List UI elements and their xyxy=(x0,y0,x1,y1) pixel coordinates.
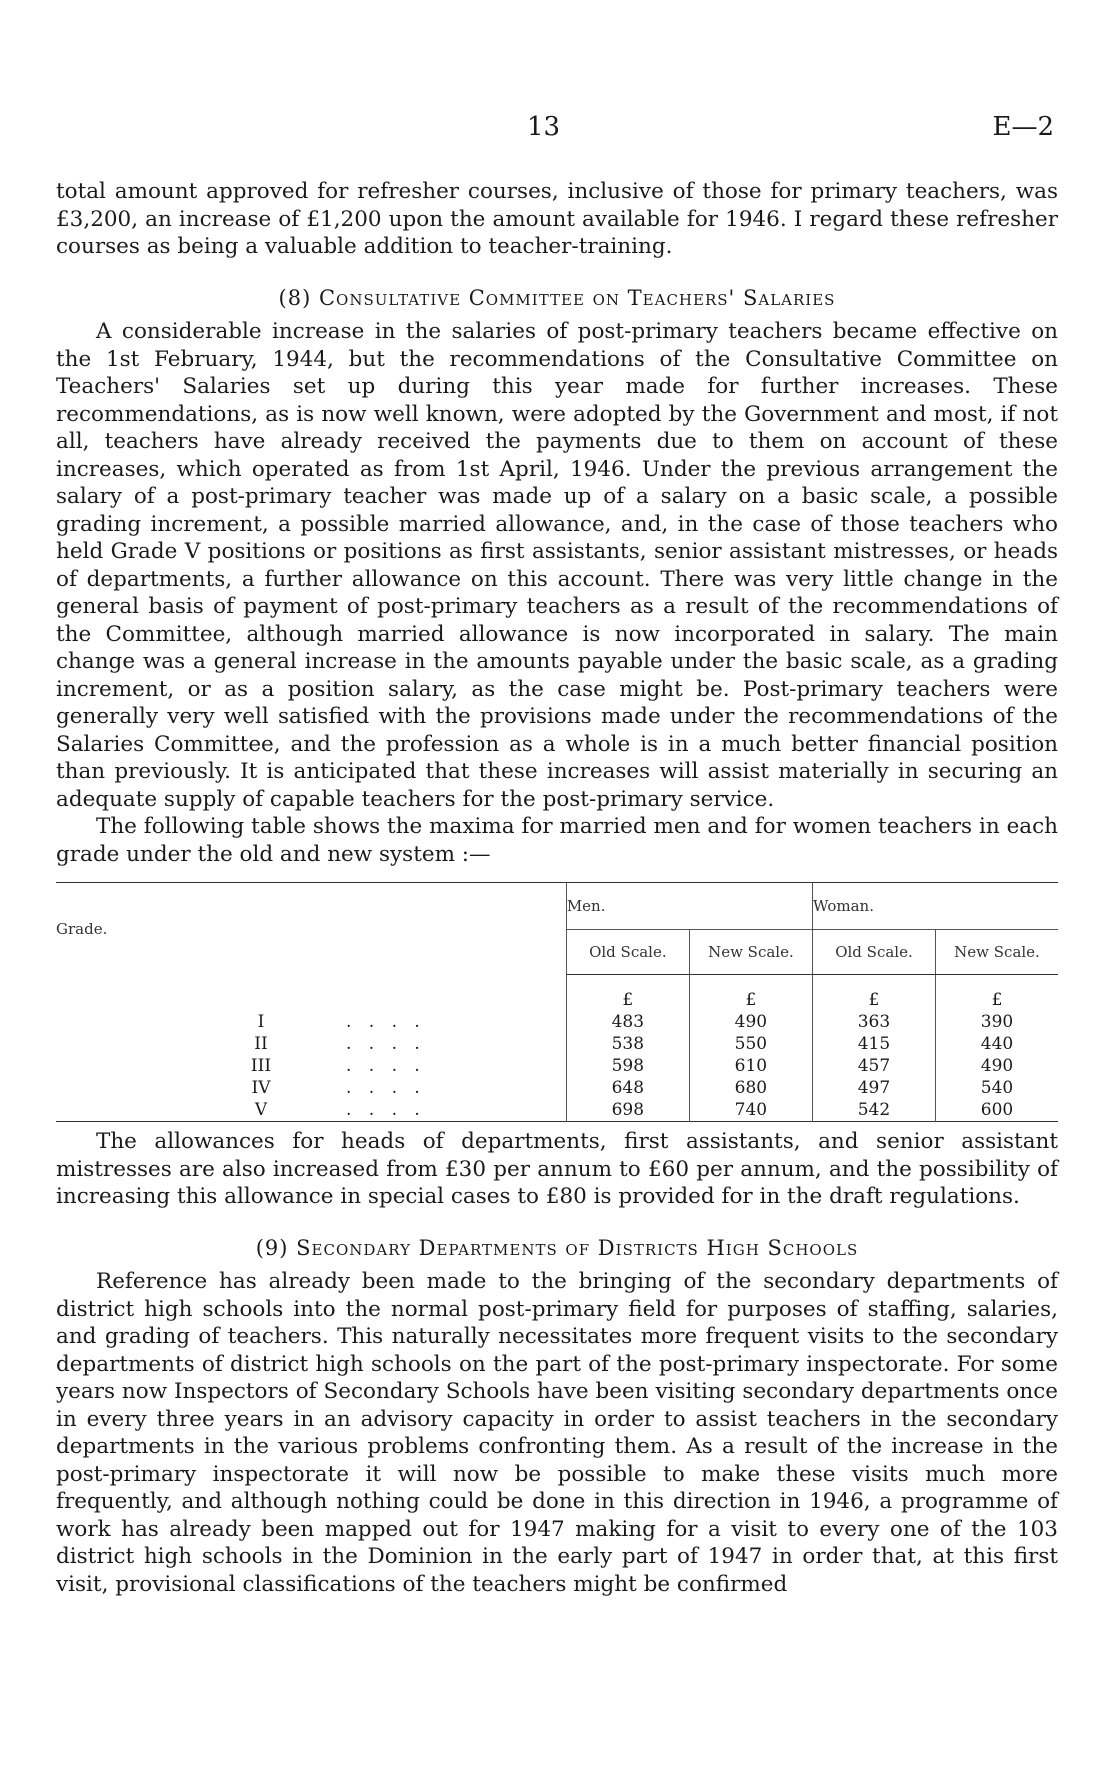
men-new-value: 740 xyxy=(689,1099,812,1122)
section-8-paragraph-1: A considerable increase in the salaries of post-primary teachers became effective on the 1st February, 1944, but the recommendations of the Consultative Committee on Teachers' Salaries set up during this year made for further increases. These recommendations, as is now well known, were adopted by the Government and most, if not all, teachers have already received the payments due to them on account of these increases, which operated as from 1st April, 1946. Under the previous arrangement the salary of a post-primary teacher was made up of a salary on a basic scale, a possible grading increment, a possible married allowance, and, in the case of those teachers who held Grade V positions or positions as first assistants, senior assistant mistresses, or heads of departments, a further allowance on this account. There was very little change in the general basis of payment of post-primary teachers as a result of the recommendations of the Committee, although married allowance is now incorporated in salary. The main change was a general increase in the amounts payable under the basic scale, as a grading increment, or as a position salary, as the case might be. Post-primary teachers were generally very well satisfied with the provisions made under the recommendations of the Salaries Committee, and the profession as a whole is in a much better financial position than previously. It is anticipated that these increases will assist materially in securing an adequate supply of capable teachers for the post-primary service. xyxy=(56,319,1058,812)
men-old-value: 538 xyxy=(566,1033,689,1055)
men-new-value: 680 xyxy=(689,1077,812,1099)
leader-dots: . . . . xyxy=(346,1034,426,1054)
women-old-value: 457 xyxy=(812,1055,935,1077)
document-code: E—2 xyxy=(992,112,1054,142)
leader-dots: . . . . xyxy=(346,1056,426,1076)
women-new-value: 390 xyxy=(936,1011,1059,1033)
men-column-header: Men. xyxy=(566,883,812,930)
women-new-value: 540 xyxy=(936,1077,1059,1099)
men-new-value: 490 xyxy=(689,1011,812,1033)
men-old-value: 598 xyxy=(566,1055,689,1077)
men-old-value: 698 xyxy=(566,1099,689,1122)
grade-label: III xyxy=(250,1056,272,1076)
women-old-scale-header: Old Scale. xyxy=(812,930,935,975)
salary-maxima-table xyxy=(56,882,1058,1122)
men-new-scale-header: New Scale. xyxy=(689,930,812,975)
table-row xyxy=(56,1077,1058,1099)
page-header xyxy=(0,112,1114,152)
section-9-heading: (9) Secondary Departments of Districts High Schools xyxy=(255,1235,859,1260)
women-new-scale-header: New Scale. xyxy=(936,930,1059,975)
women-old-value: 497 xyxy=(812,1077,935,1099)
women-old-value: 363 xyxy=(812,1011,935,1033)
allowances-paragraph: The allowances for heads of departments, first assistants, and senior assistant mistresses are also increased from £30 per annum to £60 per annum, and the possibility of increasing this allowance in special cases to £80 is provided for in the draft regulations. xyxy=(56,1129,1058,1209)
body-text xyxy=(56,178,1058,1598)
women-old-value: 415 xyxy=(812,1033,935,1055)
unit-label: £ xyxy=(936,975,1059,1012)
women-new-value: 490 xyxy=(936,1055,1059,1077)
section-8-paragraph-2: The following table shows the maxima for married men and for women teachers in each grade under the old and new system :— xyxy=(56,814,1058,867)
section-8-heading: (8) Consultative Committee on Teachers' Salaries xyxy=(278,285,836,310)
table-row xyxy=(56,1011,1058,1033)
table-row xyxy=(56,1055,1058,1077)
leader-dots: . . . . xyxy=(346,1012,426,1032)
women-column-header: Woman. xyxy=(812,883,1058,930)
intro-paragraph: total amount approved for refresher courses, inclusive of those for primary teachers, was £3,200, an increase of £1,200 upon the amount available for 1946. I regard these refresher courses as being a valuable addition to teacher-training. xyxy=(56,179,1058,259)
grade-column-header: Grade. xyxy=(56,919,108,938)
grade-label: II xyxy=(254,1034,268,1054)
women-new-value: 440 xyxy=(936,1033,1059,1055)
leader-dots: . . . . xyxy=(346,1078,426,1098)
women-new-value: 600 xyxy=(936,1099,1059,1122)
table-row xyxy=(56,1033,1058,1055)
grade-label: IV xyxy=(251,1078,271,1098)
men-old-value: 648 xyxy=(566,1077,689,1099)
men-old-scale-header: Old Scale. xyxy=(566,930,689,975)
unit-row xyxy=(56,975,1058,1012)
grade-label: V xyxy=(254,1100,268,1120)
women-old-value: 542 xyxy=(812,1099,935,1122)
page-number: 13 xyxy=(527,112,561,142)
men-old-value: 483 xyxy=(566,1011,689,1033)
leader-dots: . . . . xyxy=(346,1100,426,1120)
men-new-value: 550 xyxy=(689,1033,812,1055)
men-new-value: 610 xyxy=(689,1055,812,1077)
table-row xyxy=(56,1099,1058,1122)
unit-label: £ xyxy=(689,975,812,1012)
unit-label: £ xyxy=(566,975,689,1012)
section-9-paragraph-1: Reference has already been made to the bringing of the secondary departments of district high schools into the normal post-primary field for purposes of staffing, salaries, and grading of teachers. This naturally necessitates more frequent visits to the secondary departments of district high schools on the part of the post-primary inspectorate. For some years now Inspectors of Secondary Schools have been visiting secondary departments once in every three years in an advisory capacity in order to assist teachers in the secondary departments in the various problems confronting them. As a result of the increase in the post-primary inspectorate it will now be possible to make these visits much more frequently, and although nothing could be done in this direction in 1946, a programme of work has already been mapped out for 1947 making for a visit to every one of the 103 district high schools in the Dominion in the early part of 1947 in order that, at this first visit, provisional classifications of the teachers might be confirmed xyxy=(56,1269,1058,1597)
grade-label: I xyxy=(257,1012,265,1032)
unit-label: £ xyxy=(812,975,935,1012)
